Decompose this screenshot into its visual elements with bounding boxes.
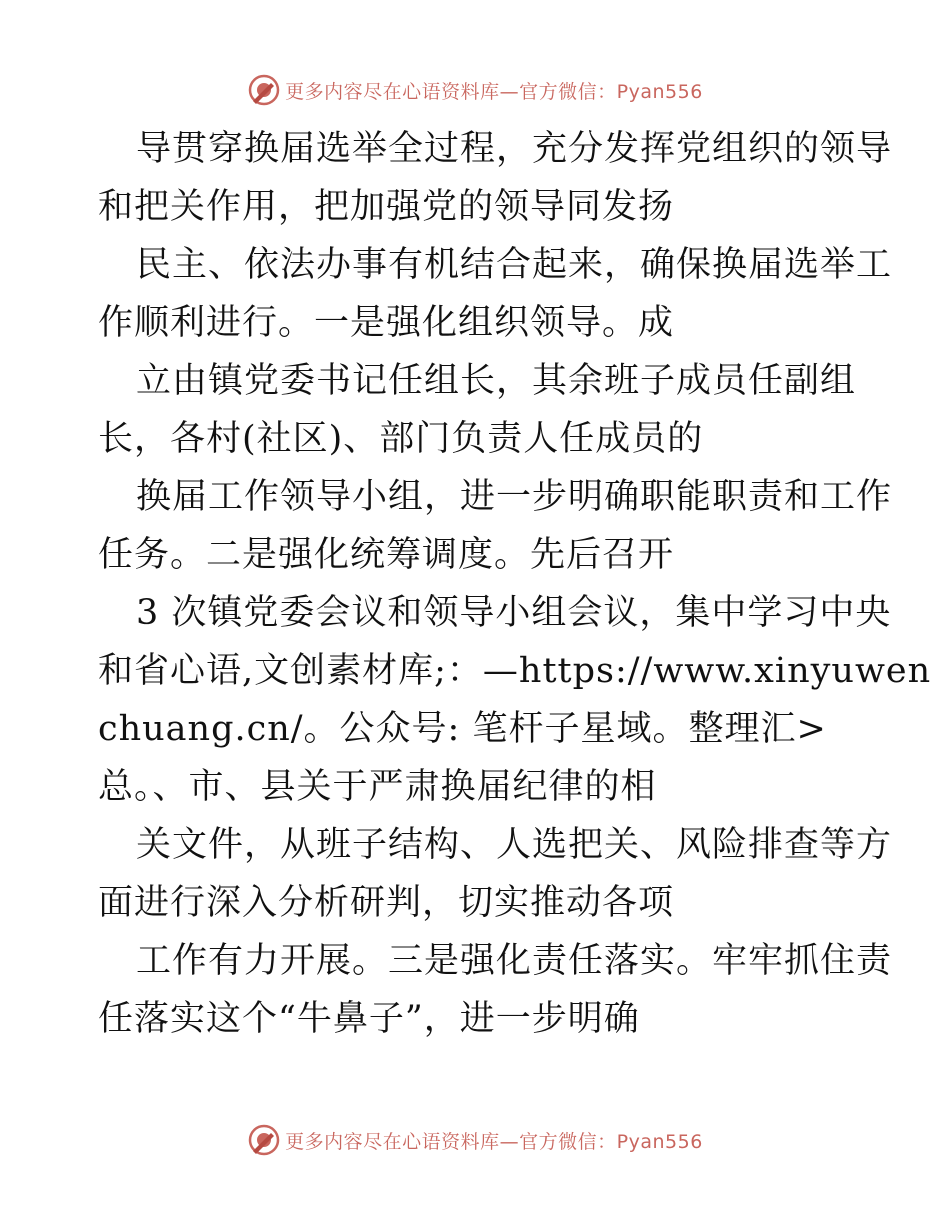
body-line: 3 次镇党委会议和领导小组会议，集中学习中央 [136, 593, 892, 633]
body-line: 和省心语,文创素材库;：—https://www.xinyuwen [98, 651, 932, 691]
pen-logo-icon [247, 1123, 281, 1157]
body-line: 和把关作用，把加强党的领导同发扬 [98, 187, 675, 227]
body-line: 任落实这个“牛鼻子”，进一步明确 [98, 999, 640, 1039]
body-line: 作顺利进行。一是强化组织领导。成 [98, 303, 675, 343]
footer-banner-text: 更多内容尽在心语资料库—官方微信：Pyan556 [285, 1130, 703, 1153]
body-line: 长，各村(社区)、部门负责人任成员的 [98, 419, 704, 459]
header-banner [0, 70, 950, 110]
pen-logo-icon [247, 73, 281, 107]
body-line: 工作有力开展。三是强化责任落实。牢牢抓住责 [136, 941, 893, 981]
body-line: 关文件，从班子结构、人选把关、风险排查等方 [136, 825, 893, 865]
body-line: chuang.cn/。公众号: 笔杆子星域。整理汇> [98, 709, 827, 749]
body-line: 总。、市、县关于严肃换届纪律的相 [98, 767, 657, 807]
body-line: 面进行深入分析研判，切实推动各项 [98, 883, 675, 923]
body-line: 导贯穿换届选举全过程，充分发挥党组织的领导 [136, 129, 893, 169]
footer-banner [0, 1120, 950, 1160]
body-line: 民主、依法办事有机结合起来，确保换届选举工 [136, 245, 893, 285]
header-banner-text: 更多内容尽在心语资料库—官方微信：Pyan556 [285, 80, 703, 103]
body-line: 任务。二是强化统筹调度。先后召开 [98, 535, 675, 575]
body-line: 立由镇党委书记任组长，其余班子成员任副组 [136, 361, 857, 401]
body-line: 换届工作领导小组，进一步明确职能职责和工作 [136, 477, 893, 517]
